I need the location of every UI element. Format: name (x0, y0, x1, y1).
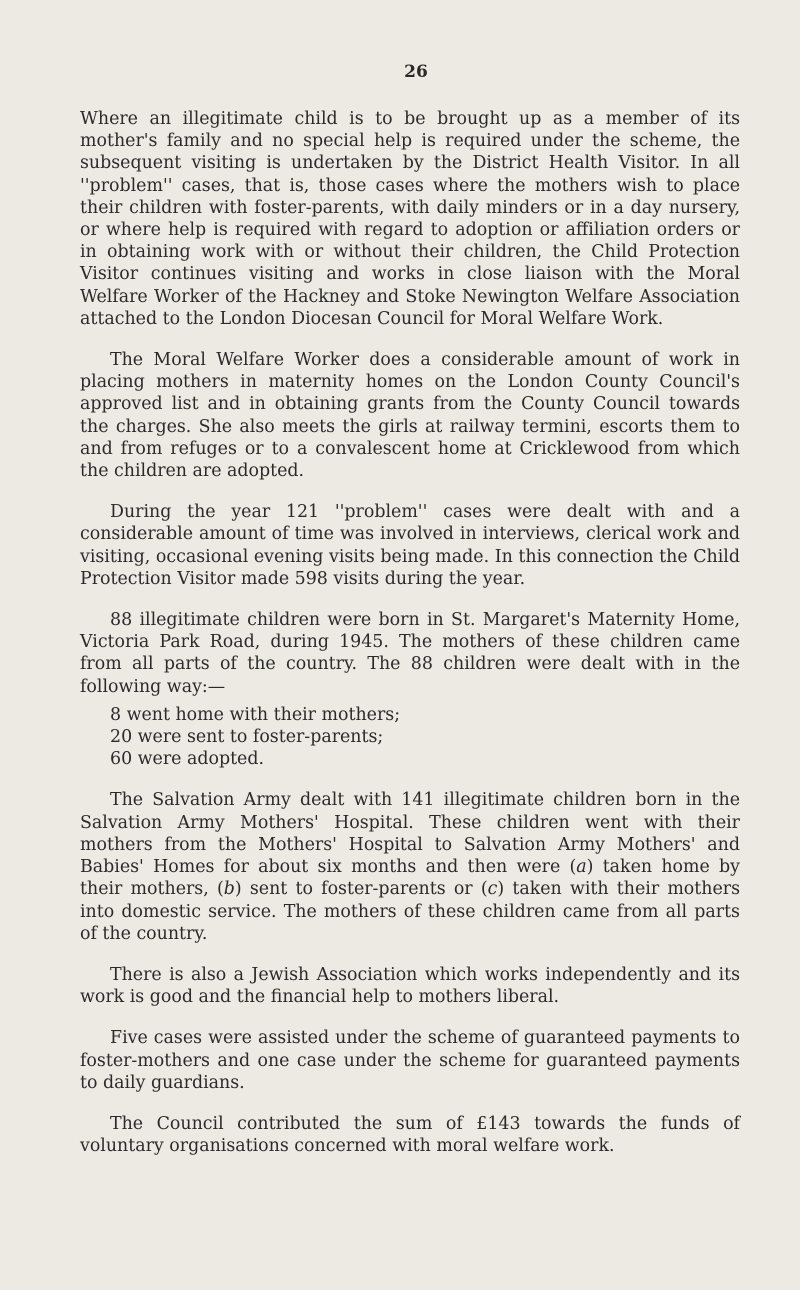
option-c-text: taken with their mothers into domestic service. The mothers of these children came from all parts of the country. (80, 879, 741, 944)
option-a-letter: a (576, 857, 587, 878)
paragraph-st-margarets-births: 88 illegitimate children were born in St. Margaret's Maternity Home, Victoria Park Road, during 1945. The mothers of these children came from all parts of the country. The 88 children were dealt with in the following way:— (80, 610, 740, 697)
list-item: 60 were adopted. (110, 749, 265, 770)
outcomes-list (80, 704, 740, 771)
page-number: 26 (404, 62, 428, 82)
paragraph-salvation-army: The Salvation Army dealt with 141 illegitimate children born in the Salvation Army Mothers' Hospital. These children went with their mothers from the Mothers' Hospital to Salvation Army Mothers' and Babies' Homes for about six months and then were (a) taken home by their mothers, (b) sent to foster-parents or (c) taken with their mothers into domestic service. The mothers of these children came from all parts of the country. (80, 790, 741, 944)
paragraph-problem-cases: During the year 121 ''problem'' cases were dealt with and a considerable amount of time was involved in interviews, clerical work and visiting, occasional evening visits being made. In this connection the Child Protection Visitor made 598 visits during the year. (80, 502, 740, 589)
list-item: 20 were sent to foster-parents; (110, 727, 384, 748)
paragraph-guaranteed-payments: Five cases were assisted under the scheme of guaranteed payments to foster-mothers and one case under the scheme for guaranteed payments to daily guardians. (80, 1028, 740, 1093)
option-b-text: sent to foster-parents or (241, 879, 481, 900)
paragraph-council-contribution: The Council contributed the sum of £143 towards the funds of voluntary organisations concerned with moral welfare work. (80, 1113, 740, 1157)
option-c-letter: c (487, 879, 498, 900)
paragraph-jewish-association: There is also a Jewish Association which works independently and its work is good and the financial help to mothers liberal. (80, 964, 740, 1008)
paragraph-illegitimate-child-visiting: Where an illegitimate child is to be brought up as a member of its mother's family and no special help is required under the scheme, the subsequent visiting is undertaken by the District Health Visitor. In all ''problem'' cases, that is, those cases where the mothers wish to place their children with foster-parents, with daily minders or in a day nursery, or where help is required with regard to adoption or affiliation orders or in obtaining work with or without their children, the Child Protection Visitor continues visiting and works in close liaison with the Moral Welfare Worker of the Hackney and Stoke Newington Welfare Association attached to the London Diocesan Council for Moral Welfare Work. (80, 109, 740, 329)
option-b-letter: b (223, 879, 235, 900)
salvation-army-intro: The Salvation Army dealt with 141 illegitimate children born in the Salvation Army Mothers' Hospital. These children went with their mothers from the Mothers' Hospital to Salvation Army Mothers' and Babies' Homes for about six months and then were (80, 790, 740, 878)
paragraph-moral-welfare-worker: The Moral Welfare Worker does a considerable amount of work in placing mothers in maternity homes on the London County Council's approved list and in obtaining grants from the County Council towards the charges. She also meets the girls at railway termini, escorts them to and from refuges or to a convalescent home at Cricklewood from which the children are adopted. (80, 350, 740, 482)
option-a-text: taken home by their mothers, (80, 857, 740, 900)
list-item: 8 went home with their mothers; (110, 704, 401, 725)
